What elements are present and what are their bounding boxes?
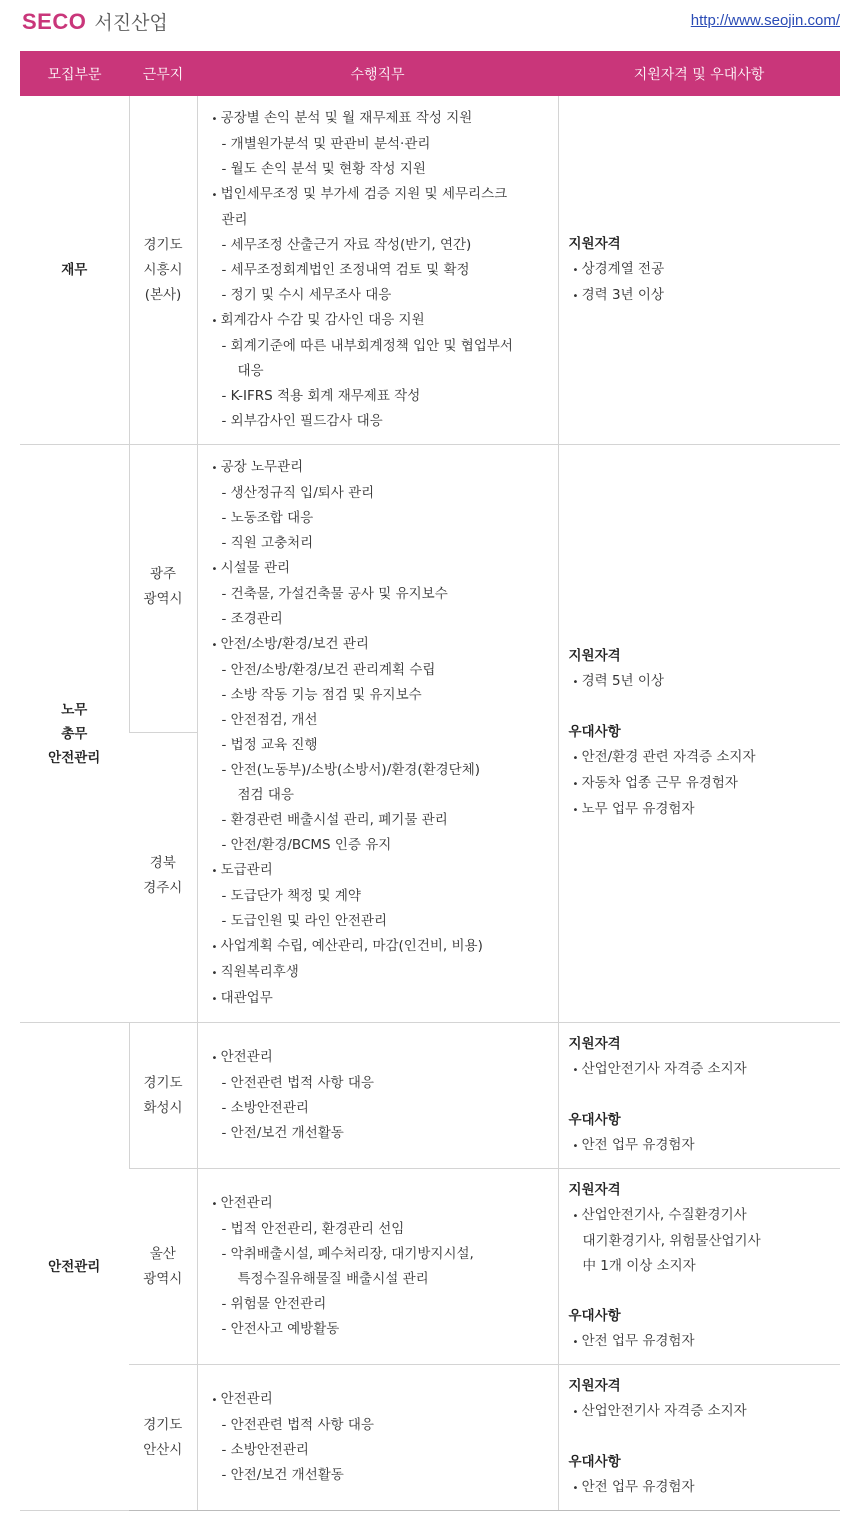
location-line: (본사) [144,286,182,303]
duty-item: • 도급관리 [208,858,548,884]
duty-subitem: - 안전관련 법적 사항 대응 [208,1071,548,1096]
qualifications-ansan [558,1365,840,1511]
duty-subitem: - 안전(노동부)/소방(소방서)/환경(환경단체) [208,758,548,783]
duty-item: • 안전관리 [208,1387,548,1413]
table-row-labor-gwangju [20,445,840,733]
location-hwaseong [129,1023,197,1169]
duty-subitem: - 안전사고 예방활동 [208,1317,548,1342]
division-label: 안전관리 [48,1258,101,1275]
duty-subitem: - 세무조정 산출근거 자료 작성(반기, 연간) [208,233,548,258]
qualification-heading: 지원자격 [568,1182,621,1198]
preference-heading: 우대사항 [568,1308,621,1324]
duty-item: • 공장별 손익 분석 및 월 재무제표 작성 지원 [208,106,548,132]
duty-item: • 법인세무조정 및 부가세 검증 지원 및 세무리스크 [208,182,548,208]
duty-subitem: - 법적 안전관리, 환경관리 선임 [208,1217,548,1242]
company-logo[interactable] [22,8,168,35]
duty-continuation: 특정수질유해물질 배출시설 관리 [237,1271,429,1287]
preference-item: • 안전/환경 관련 자격증 소지자 [569,745,831,771]
company-website-link[interactable]: http://www.seojin.com/ [690,12,840,29]
spacer [569,1279,831,1304]
spacer [569,1083,831,1108]
qualifications-ulsan [558,1169,840,1365]
duty-item: • 공장 노무관리 [208,455,548,481]
qualification-item: • 산업안전기사 자격증 소지자 [569,1399,831,1425]
column-header-qualifications: 지원자격 및 우대사항 [558,51,840,96]
duty-continuation: 관리 [221,212,248,228]
preference-item: • 자동차 업종 근무 유경험자 [569,771,831,797]
duty-subitem: - 위험물 안전관리 [208,1292,548,1317]
duty-subitem: - 도급인원 및 라인 안전관리 [208,909,548,934]
table-row-safety-ulsan [20,1169,840,1365]
duty-subitem: - 안전/소방/환경/보건 관리계획 수립 [208,658,548,683]
logo-korean: 서진산업 [94,12,168,34]
preference-heading: 우대사항 [568,1112,621,1128]
qualification-heading: 지원자격 [568,1036,621,1052]
duties-hwaseong [197,1023,558,1169]
duty-subitem: - 안전/보건 개선활동 [208,1121,548,1146]
duties-labor [197,445,558,1023]
column-header-division: 모집부문 [20,51,129,96]
table-row-safety-ansan [20,1365,840,1511]
division-label: 노무 [61,701,88,718]
duty-subitem: - 도급단가 책정 및 계약 [208,884,548,909]
duties-ansan [197,1365,558,1511]
duty-subitem: - 노동조합 대응 [208,506,548,531]
duty-subitem: - 건축물, 가설건축물 공사 및 유지보수 [208,582,548,607]
duty-subitem: - K-IFRS 적용 회계 재무제표 작성 [208,384,548,409]
duty-subitem: - 안전점검, 개선 [208,708,548,733]
duty-item: • 안전관리 [208,1191,548,1217]
qualification-item: • 경력 3년 이상 [569,283,831,309]
table-row-safety-hwaseong [20,1023,840,1169]
duty-subitem: - 안전/보건 개선활동 [208,1463,548,1488]
preference-item: • 안전 업무 유경험자 [569,1133,831,1159]
qualification-heading: 지원자격 [568,235,621,252]
duty-item: • 대관업무 [208,986,548,1012]
location-line: 경기도 [143,1416,183,1433]
column-header-duties: 수행직무 [197,51,558,96]
duties-ulsan [197,1169,558,1365]
division-finance [20,96,129,445]
duty-item: • 사업계획 수립, 예산관리, 마감(인건비, 비용) [208,934,548,960]
table-header-row [20,51,840,96]
location-line: 경기도 [143,236,183,253]
duty-subitem: - 세무조정회계법인 조정내역 검토 및 확정 [208,258,548,283]
duty-subitem: - 소방 작동 기능 점검 및 유지보수 [208,683,548,708]
duty-item: • 안전/소방/환경/보건 관리 [208,632,548,658]
duty-subitem: - 안전/환경/BCMS 인증 유지 [208,833,548,858]
qualifications-finance [558,96,840,445]
duty-subitem: - 월도 손익 분석 및 현황 작성 지원 [208,157,548,182]
recruitment-table [20,51,840,1511]
preference-item: • 노무 업무 유경험자 [569,797,831,823]
location-line: 광역시 [143,1270,183,1287]
qualification-item: • 산업안전기사, 수질환경기사 [569,1203,831,1229]
division-label: 재무 [61,262,88,278]
duty-item: • 시설물 관리 [208,556,548,582]
qualification-item: • 상경계열 전공 [569,257,831,283]
duty-subitem: - 환경관련 배출시설 관리, 폐기물 관리 [208,808,548,833]
location-gyeongju [129,733,197,1023]
location-gwangju [129,445,197,733]
qualifications-labor [558,445,840,1023]
duty-subitem: - 소방안전관리 [208,1096,548,1121]
duty-subitem: - 외부감사인 필드감사 대응 [208,409,548,434]
qualification-heading: 지원자격 [568,1378,621,1394]
qualification-continuation: 中 1개 이상 소지자 [582,1258,696,1274]
duties-finance [197,96,558,445]
duty-subitem: - 안전관련 법적 사항 대응 [208,1413,548,1438]
duty-continuation: 대응 [237,363,264,379]
location-line: 경기도 [143,1074,183,1091]
qualification-heading: 지원자격 [568,648,621,664]
logo-english: SECO [22,9,87,34]
duty-subitem: - 회계기준에 따른 내부회계정책 입안 및 협업부서 [208,334,548,359]
duty-subitem: - 정기 및 수시 세무조사 대응 [208,283,548,308]
duty-item: • 안전관리 [208,1045,548,1071]
duty-subitem: - 직원 고충처리 [208,531,548,556]
preference-heading: 우대사항 [568,724,621,740]
location-line: 광역시 [143,591,183,607]
location-ulsan [129,1169,197,1365]
spacer [569,1425,831,1450]
location-line: 울산 [149,1245,176,1262]
qualification-item: • 경력 5년 이상 [569,669,831,695]
location-line: 경북 [149,855,176,872]
preference-item: • 안전 업무 유경험자 [569,1475,831,1501]
duty-subitem: - 법정 교육 진행 [208,733,548,758]
location-line: 광주 [149,566,177,582]
duty-subitem: - 소방안전관리 [208,1438,548,1463]
duty-continuation: 점검 대응 [237,787,294,803]
duty-subitem: - 개별원가분석 및 판관비 분석·관리 [208,132,548,157]
location-finance [129,96,197,445]
duty-subitem: - 생산정규직 입/퇴사 관리 [208,481,548,506]
table-row-finance [20,96,840,445]
duty-item: • 직원복리후생 [208,960,548,986]
location-line: 안산시 [143,1441,183,1458]
location-line: 시흥시 [143,261,183,278]
preference-heading: 우대사항 [568,1454,621,1470]
location-line: 화성시 [143,1099,183,1116]
division-label: 총무 [61,725,88,742]
column-header-location: 근무지 [129,51,197,96]
preference-item: • 안전 업무 유경험자 [569,1329,831,1355]
duty-item: • 회계감사 수감 및 감사인 대응 지원 [208,308,548,334]
location-line: 경주시 [143,880,183,897]
location-ansan [129,1365,197,1511]
qualification-item: • 산업안전기사 자격증 소지자 [569,1057,831,1083]
division-label: 안전관리 [48,749,101,766]
spacer [569,695,831,720]
qualification-continuation: 대기환경기사, 위험물산업기사 [582,1233,761,1249]
division-labor-general-safety [20,445,129,1023]
division-safety [20,1023,129,1511]
page-header [20,0,840,50]
duty-subitem: - 악취배출시설, 폐수처리장, 대기방지시설, [208,1242,548,1267]
qualifications-hwaseong [558,1023,840,1169]
duty-subitem: - 조경관리 [208,607,548,632]
